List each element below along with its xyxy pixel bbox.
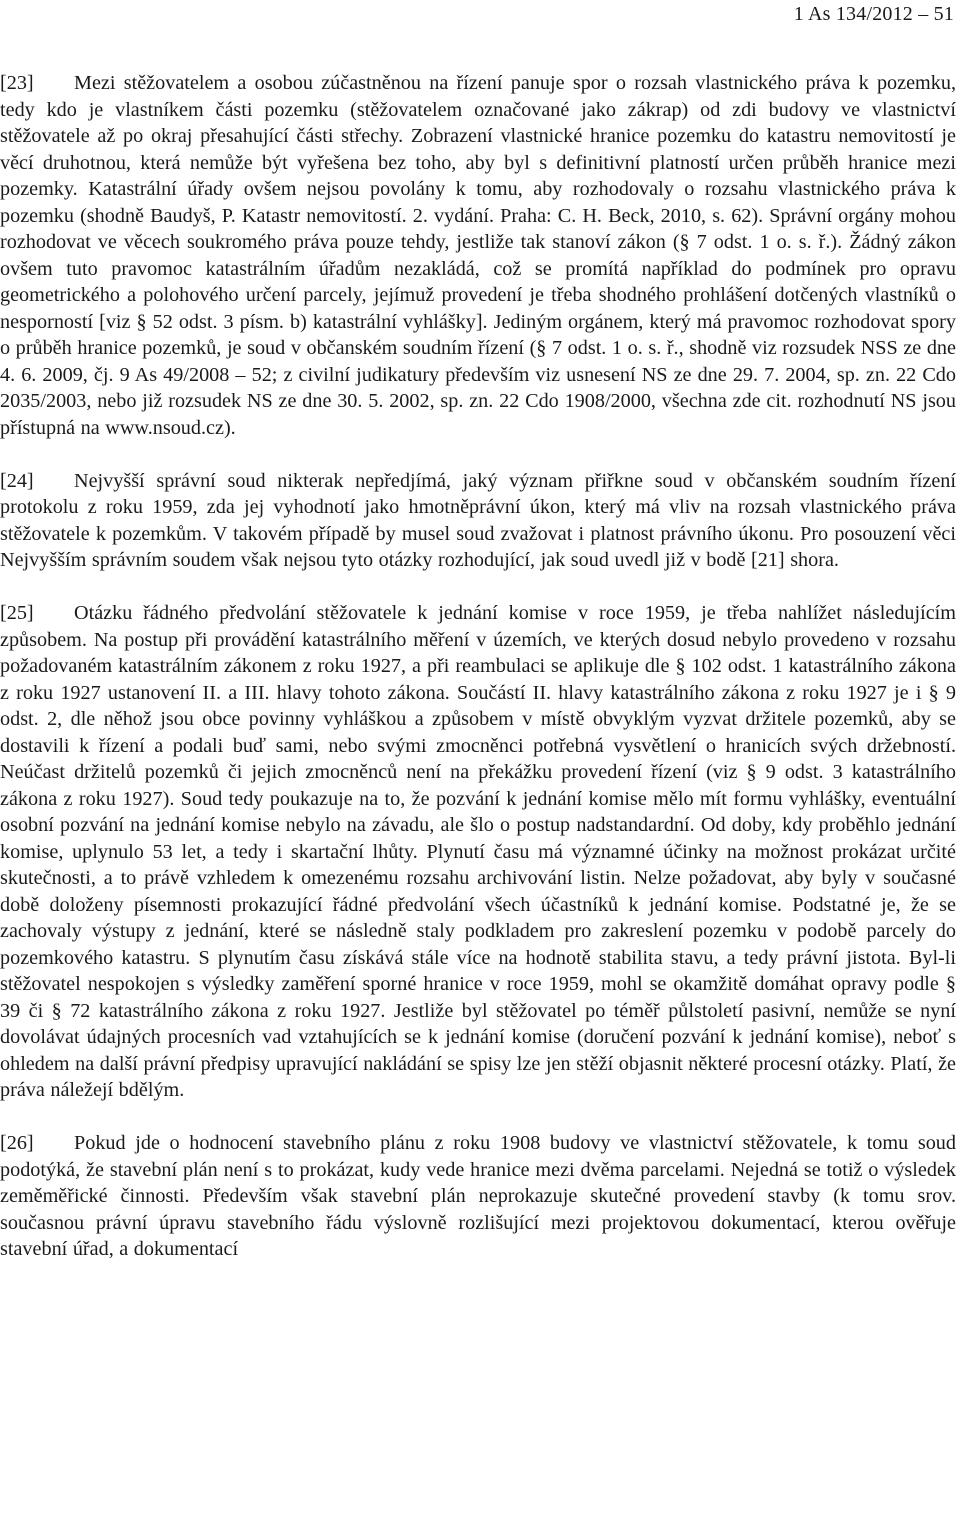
paragraph-number: [24]	[0, 469, 34, 492]
paragraph-number: [23]	[0, 72, 34, 94]
paragraph-number: [26]	[0, 1132, 34, 1154]
paragraph-number: [25]	[0, 602, 34, 624]
paragraph-text: Nejvyšší správní soud nikterak nepředjímá, jaký význam přiřkne soud v občanském soudním řízení protokolu z roku 1959, zda jej vyhodnotí jako hmotněprávní úkon, který má vliv na rozsah vlastnického práva stěžovatele k pozemkům. V takovém případě by musel soud zvažovat i platnost právního úkonu. Pro posouzení věci Nejvyšším správním soudem však nejsou tyto otázky rozhodující, jak soud uvedl již v bodě [21] shora.	[0, 469, 956, 571]
paragraph-24	[0, 468, 956, 574]
document-body	[0, 70, 956, 1289]
paragraph-26	[0, 1130, 956, 1263]
page-header: 1 As 134/2012 – 51	[793, 3, 954, 25]
paragraph-25	[0, 600, 956, 1104]
paragraph-23	[0, 70, 956, 441]
paragraph-text: Otázku řádného předvolání stěžovatele k jednání komise v roce 1959, je třeba nahlížet následujícím způsobem. Na postup při provádění katastrálního měření v územích, ve kterých dosud nebylo provedeno v rozsahu požadovaném katastrálním zákonem z roku 1927, a při reambulaci se aplikuje dle § 102 odst. 1 katastrálního zákona z roku 1927 ustanovení II. a III. hlavy tohoto zákona. Součástí II. hlavy katastrálního zákona z roku 1927 je i § 9 odst. 2, dle něhož jsou obce povinny vyhláškou a způsobem v místě obvyklým vyzvat držitele pozemků, aby se dostavili k řízení a podali buď sami, nebo svými zmocněnci potřebná vysvětlení o hranicích svých držebností. Neúčast držitelů pozemků či jejich zmocněnců není na překážku provedení řízení (viz § 9 odst. 3 katastrálního zákona z roku 1927). Soud tedy poukazuje na to, že pozvání k jednání komise mělo mít formu vyhlášky, eventuální osobní pozvání na jednání komise nebylo na závadu, ale šlo o postup nadstandardní. Od doby, kdy proběhlo jednání komise, uplynulo 53 let, a tedy i skartační lhůty. Plynutí času má významné účinky na možnost prokázat určité skutečnosti, a to právě vzhledem k omezenému rozsahu archivování listin. Nelze požadovat, aby byly v současné době doloženy písemnosti prokazující řádné předvolání všech účastníků k jednání komise. Podstatné je, že se zachovaly výstupy z jednání, které se následně staly podkladem pro zakreslení pozemku v podobě parcely do pozemkového katastru. S plynutím času získává stále více na hodnotě stabilita stavu, a tedy právní jistota. Byl-li stěžovatel nespokojen s výsledky zaměření sporné hranice v roce 1959, mohl se okamžitě domáhat opravy podle § 39 či § 72 katastrálního zákona z roku 1927. Jestliže byl stěžovatel po téměř půlstoletí pasivní, nemůže se nyní dovolávat údajných procesních vad vztahujících se k jednání komise (doručení pozvání k jednání komise), neboť s ohledem na další právní předpisy upravující nakládání se spisy lze jen stěží objasnit některé procesní otázky. Platí, že práva náležejí bdělým.	[0, 602, 956, 1101]
paragraph-text: Mezi stěžovatelem a osobou zúčastněnou na řízení panuje spor o rozsah vlastnického práva k pozemku, tedy kdo je vlastníkem části pozemku (stěžovatelem označované jako zákrap) od zdi budovy ve vlastnictví stěžovatele až po okraj přesahující části střechy. Zobrazení vlastnické hranice pozemku do katastru nemovitostí je věcí druhotnou, která nemůže být vyřešena bez toho, aby byl s definitivní platností určen průběh hranice mezi pozemky. Katastrální úřady ovšem nejsou povolány k tomu, aby rozhodovaly o rozsahu vlastnického práva k pozemku (shodně Baudyš, P. Katastr nemovitostí. 2. vydání. Praha: C. H. Beck, 2010, s. 62). Správní orgány mohou rozhodovat ve věcech soukromého práva pouze tehdy, jestliže tak stanoví zákon (§ 7 odst. 1 o. s. ř.). Žádný zákon ovšem tuto pravomoc katastrálním úřadům nezakládá, což se promítá například do podmínek pro opravu geometrického a polohového určení parcely, jejímuž provedení je třeba shodného prohlášení dotčených vlastníků o nesporností [viz § 52 odst. 3 písm. b) katastrální vyhlášky]. Jediným orgánem, který má pravomoc rozhodovat spory o průběh hranice pozemků, je soud v občanském soudním řízení (§ 7 odst. 1 o. s. ř., shodně viz rozsudek NSS ze dne 4. 6. 2009, čj. 9 As 49/2008 – 52; z civilní judikatury především viz usnesení NS ze dne 29. 7. 2004, sp. zn. 22 Cdo 2035/2003, nebo již rozsudek NS ze dne 30. 5. 2002, sp. zn. 22 Cdo 1908/2000, všechna zde cit. rozhodnutí NS jsou přístupná na www.nsoud.cz).	[0, 72, 956, 439]
paragraph-text: Pokud jde o hodnocení stavebního plánu z roku 1908 budovy ve vlastnictví stěžovatele, k tomu soud podotýká, že stavební plán není s to prokázat, kudy vede hranice mezi dvěma parcelami. Nejedná se totiž o výsledek zeměměřické činnosti. Především však stavební plán neprokazuje skutečné provedení stavby (k tomu srov. současnou právní úpravu stavebního řádu výslovně rozlišující mezi projektovou dokumentací, kterou ověřuje stavební úřad, a dokumentací	[0, 1132, 956, 1260]
